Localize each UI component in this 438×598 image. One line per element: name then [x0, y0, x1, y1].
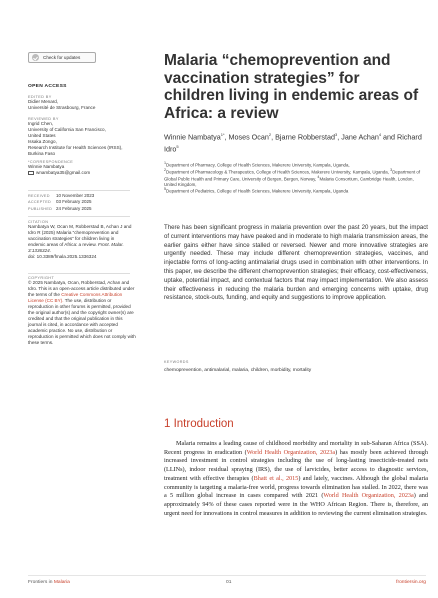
abstract: There has been significant progress in malaria prevention over the past 20 years, but the impact of current interventions may have peaked and in moderate to high malaria transmission areas, the earlier gains either have since stalled or reversed. Newer and more innovative strategies are urgently needed. These may include different chemoprevention strategies, vaccines, and injectable forms of long-acting antimalarial drugs used in combination with other interventions. In this paper, we describe the different chemoprevention strategies; their efficacy, cost-effectiveness, uptake, potential impact, and contextual factors that may impact implementation. We also assess their effectiveness in reducing the malaria burden and emerging concerns with uptake, drug resistance, stock-outs, funding, and equity and suggestions to improve application. — [164, 224, 428, 302]
reviewed-by-label: REVIEWED BY — [28, 117, 59, 121]
introduction-body — [164, 440, 428, 518]
reviewed-by-line: Ingrid Chen, — [28, 121, 54, 126]
divider — [28, 216, 130, 217]
dates-section — [28, 193, 140, 212]
paragraph-text: ) and approximately 94% of these cases reported were in the WHO African Region. There is, therefore, an urgent need for innovations in control measures in addition to reviewing the current elimination strategies. — [164, 492, 428, 517]
author-sup: 4 — [378, 132, 382, 137]
author-sup: 2 — [268, 132, 272, 137]
citation-link[interactable]: Bhatt et al., 2015 — [253, 474, 299, 482]
copyright-text — [28, 280, 136, 346]
author-name[interactable]: , Moses Ocan — [224, 132, 269, 142]
affil-sup: 5 — [164, 187, 167, 192]
article-title: Malaria “chemoprevention and vaccination strategies” for children living in endemic areas of Africa: a review — [164, 52, 419, 122]
footer-site-link[interactable]: frontiersin.org — [396, 580, 426, 585]
correspondence-section — [28, 160, 140, 176]
author-name[interactable]: , Bjarne Robberstad — [271, 132, 336, 142]
paragraph-text: ) and lately, vaccines. Although the global malaria community is targeting a malaria-free world, progress towards elimination has stalled. In 2022, there was a 5 million global increase in cases compared with 2021 ( — [164, 474, 428, 500]
affil-sup: 4 — [317, 174, 320, 179]
page-number: 01 — [226, 580, 232, 585]
affiliations — [164, 161, 426, 194]
author-sup: 3 — [335, 132, 338, 137]
envelope-icon — [28, 171, 34, 175]
footer-journal — [28, 580, 70, 585]
correspondence-email-row — [28, 170, 140, 176]
author-sup: 5 — [176, 143, 179, 149]
divider — [28, 273, 130, 274]
correspondence-email[interactable]: wnambatya35@gmail.com — [36, 170, 91, 175]
paragraph-text: ) has mostly been achieved through increased investment in control strategies including the use of long-lasting insecticide-treated nets (LLINs), indoor residual spraying (IRS), the use of larvicides, better access to diagnostic services, treatment with effective therapies ( — [164, 448, 428, 482]
citation-label: CITATION — [28, 220, 49, 224]
check-for-updates-button[interactable] — [28, 52, 96, 63]
author-name[interactable]: , Jane Achan — [337, 132, 379, 142]
reviewed-by-section — [28, 117, 140, 157]
copyright-body-rest: The use, distribution or reproduction in other forums is permitted, provided the original author(s) and the copyright owner(s) are credited and that the original publication in this journal is cited, in accordance with accepted academic practice. No use, distribution or reproduction is permitted which does not comply with these terms. — [28, 298, 136, 345]
footer-journal-name[interactable]: Malaria — [53, 580, 70, 585]
affil-sup: 3 — [390, 167, 393, 172]
footer-divider — [28, 575, 426, 576]
affil-sup: 1 — [164, 161, 167, 165]
date-label: PUBLISHED — [28, 206, 53, 211]
author-sup: 1* — [220, 132, 225, 137]
date-label: ACCEPTED — [28, 200, 52, 205]
citation-journal: Front. Malar. 3:1336324. — [28, 242, 124, 253]
paragraph-text: Malaria remains a leading cause of childhood morbidity and mortality in sub-Saharan Africa (SSA). Recent progress in eradication ( — [164, 440, 428, 456]
edited-by-line: Didier Menard, — [28, 99, 59, 104]
date-value: 10 November 2023 — [56, 193, 95, 198]
reviewed-by-line: University of California San Francisco, — [28, 127, 106, 132]
edited-by-label: EDITED BY — [28, 95, 52, 99]
keywords-label: KEYWORDS — [164, 360, 189, 364]
copyright-label: COPYRIGHT — [28, 276, 55, 280]
affiliation: Malaria Consortium, Cambridge Health, London, United Kingdom, — [164, 176, 414, 187]
citation-body: Nambatya W, Ocan M, Robberstad B, Achan J and Idro R (2025) Malaria “chemoprevention and vaccination strategies” for children living in endemic areas of Africa: a review. — [28, 224, 132, 247]
reviewed-by-line: Issaka Zongo, — [28, 139, 57, 144]
date-label: RECEIVED — [28, 194, 50, 198]
section-heading: 1 Introduction — [164, 418, 234, 430]
affiliation: Department of Pharmacology & Therapeutics, College of Health Sciences, Makerere University, Kampala, Uganda, — [166, 169, 391, 175]
paragraph — [164, 440, 428, 518]
affiliation: Department of Pharmacy, College of Health Sciences, Makerere University, Kampala, Uganda, — [166, 162, 350, 168]
citation-link[interactable]: World Health Organization, 2023a — [246, 448, 336, 456]
reviewed-by-line: Burkina Faso — [28, 151, 56, 156]
affiliation: Department of Pediatrics, College of Health Sciences, Makerere University, Kampala, Uganda — [166, 188, 349, 194]
footer-journal-prefix: Frontiers in — [28, 580, 54, 585]
citation-link[interactable]: World Health Organization, 2023a — [323, 492, 414, 500]
date-row — [28, 206, 140, 212]
edited-by-section — [28, 95, 140, 111]
author-name[interactable]: Winnie Nambatya — [164, 132, 221, 142]
copyright-body: © 2025 Nambatya, Ocan, Robberstad, Achan and Idro. This is an open-access article distributed under the terms of the — [28, 280, 135, 297]
keywords: chemoprevention, antimalarial, malaria, children, morbidity, mortality — [164, 368, 312, 373]
citation-section — [28, 220, 132, 260]
date-value: 24 February 2025 — [56, 205, 92, 211]
date-value: 03 February 2025 — [56, 199, 92, 205]
check-for-updates-label: Check for updates — [43, 55, 81, 60]
edited-by-line: Université de Strasbourg, France — [28, 105, 96, 110]
author-name[interactable]: and Richard Idro — [164, 132, 422, 154]
copyright-section — [28, 276, 136, 346]
open-access-label: OPEN ACCESS — [28, 84, 67, 89]
correspondence-label: *CORRESPONDENCE — [28, 160, 74, 164]
license-link[interactable]: Creative Commons Attribution License (CC BY). — [28, 292, 123, 303]
correspondence-name: Winnie Nambatya — [28, 164, 65, 169]
citation-doi[interactable]: doi: 10.3389/fmala.2025.1336324 — [28, 254, 97, 259]
affil-sup: 2 — [164, 167, 167, 172]
reviewed-by-line: United States — [28, 133, 56, 138]
citation-text — [28, 224, 132, 260]
author-list — [164, 130, 424, 154]
divider — [28, 190, 130, 191]
checkmark-icon — [32, 54, 39, 61]
reviewed-by-line: Research Institute for Health Sciences (IRSS), — [28, 145, 123, 150]
affiliation: Department of Global Public Health and Primary Care, University of Bergen, Bergen, Norway, — [164, 169, 421, 182]
